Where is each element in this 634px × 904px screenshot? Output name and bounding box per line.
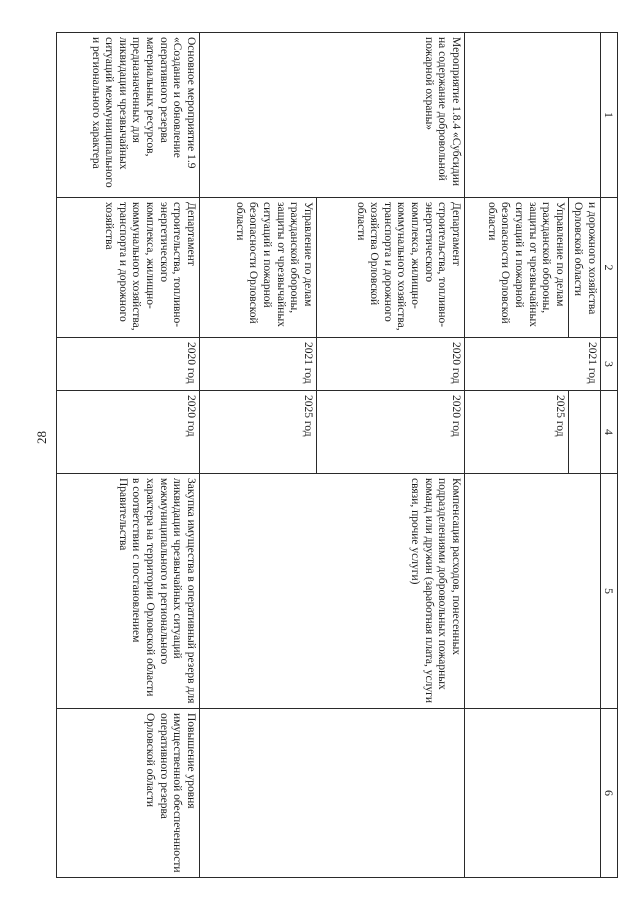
table-cell — [199, 709, 464, 878]
header-row — [600, 33, 617, 878]
responsible-cell: Управление по делам гражданской обороны, защиты от чрезвычайных ситуаций и пожарной безопасности Орловской области — [199, 198, 316, 338]
header-cell: 1 — [600, 33, 617, 198]
responsible-cell: и дорожного хозяйства Орловской области — [568, 198, 600, 338]
end-year-cell: 2020 год — [316, 391, 464, 474]
table-cell — [568, 391, 600, 474]
end-year-cell: 2025 год — [464, 391, 568, 474]
header-cell: 6 — [600, 709, 617, 878]
measure-name-cell: Основное мероприятие 1.9 «Создание и обновление оперативного резерва материальных ресурсов, предназначенных для ликвидации чрезвычайных ситуаций межмуниципального и регионального характера — [57, 33, 200, 198]
rotated-table-wrapper — [56, 32, 618, 877]
outcome-cell: Повышение уровня имущественной обеспеченности оперативного резерва Орловской области — [57, 709, 200, 878]
responsible-cell: Управление по делам гражданской обороны, защиты от чрезвычайных ситуаций и пожарной безопасности Орловской области — [464, 198, 568, 338]
start-year-cell: 2021 год — [199, 338, 316, 391]
table-row — [316, 33, 464, 878]
table-row — [568, 33, 600, 878]
end-year-cell: 2020 год — [57, 391, 200, 474]
header-cell: 4 — [600, 391, 617, 474]
table-row — [57, 33, 200, 878]
header-cell: 5 — [600, 474, 617, 709]
responsible-cell: Департамент строительства, топливно-энергетического комплекса, жилищно-коммунального хозяйства, транспорта и дорожного хозяйства Орловской области — [316, 198, 464, 338]
measures-table — [56, 32, 618, 878]
page-number: 28 — [34, 431, 49, 444]
table-cell — [464, 474, 600, 709]
result-cell: Компенсация расходов, понесенных подразделениями добровольных пожарных команд или дружин (заработная плата, услуги связи, прочие услуги) — [199, 474, 464, 709]
start-year-cell: 2020 год — [316, 338, 464, 391]
result-cell: Закупка имущества в оперативный резерв для ликвидации чрезвычайных ситуаций межмуниципального и регионального характера на территории Орловской области в соответствии с постановлением Правительства — [57, 474, 200, 709]
table-cell — [464, 33, 600, 198]
start-year-cell: 2020 год — [57, 338, 200, 391]
header-cell: 3 — [600, 338, 617, 391]
end-year-cell: 2025 год — [199, 391, 316, 474]
table-cell — [464, 709, 600, 878]
header-cell: 2 — [600, 198, 617, 338]
responsible-cell: Департамент строительства, топливно-энергетического комплекса, жилищно-коммунального хозяйства, транспорта и дорожного хозяйства — [57, 198, 200, 338]
measure-name-cell: Мероприятие 1.8.4 «Субсидии на содержание добровольной пожарной охраны» — [199, 33, 464, 198]
start-year-cell: 2021 год — [464, 338, 600, 391]
